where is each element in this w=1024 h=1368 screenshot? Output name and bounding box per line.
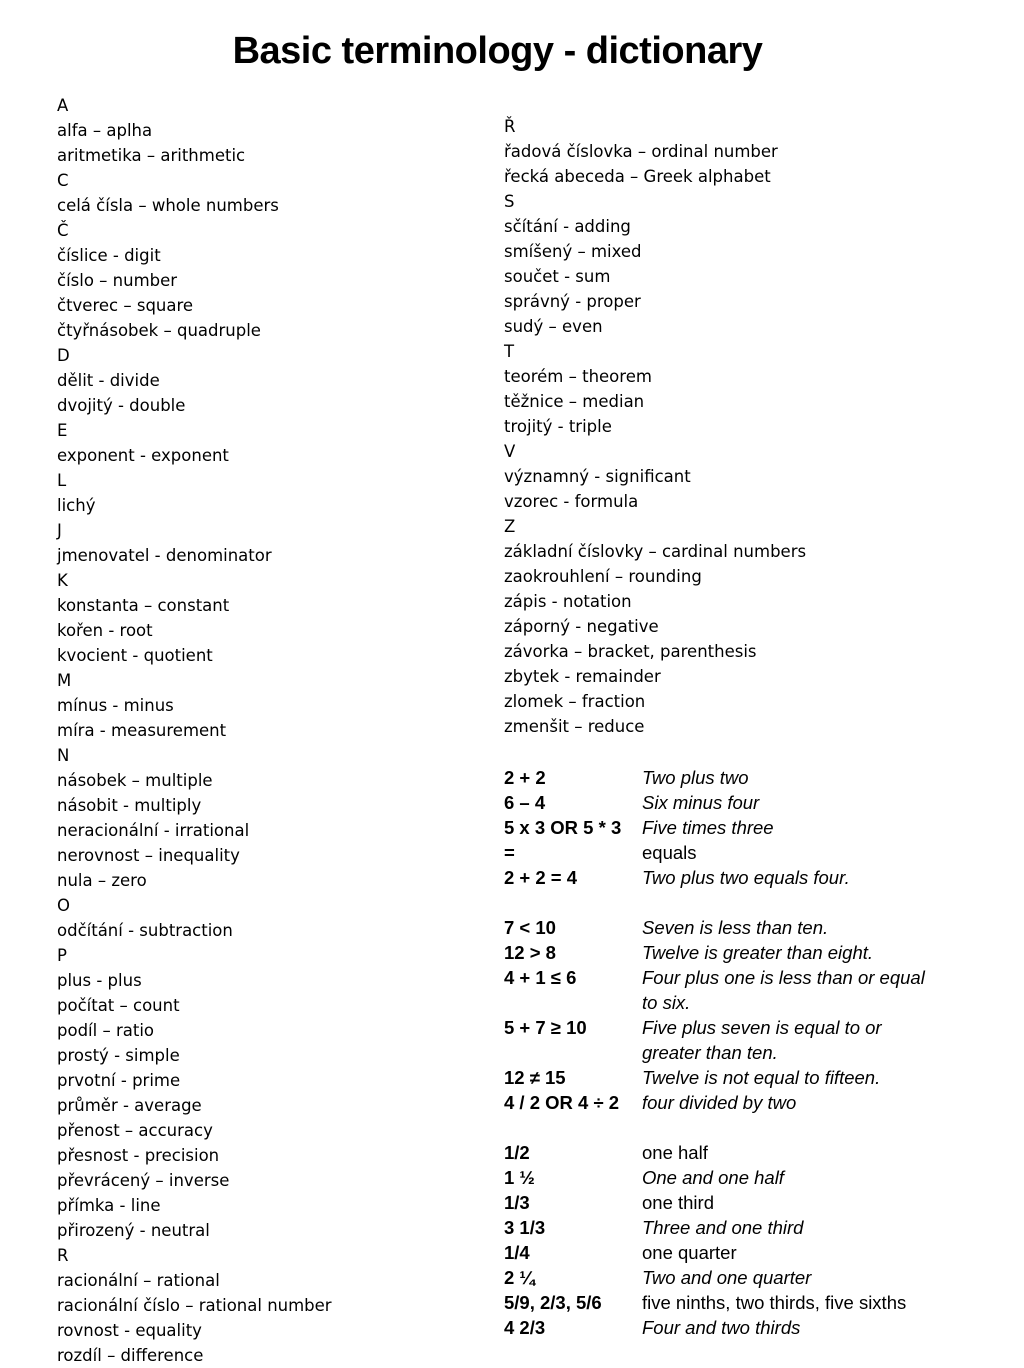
dictionary-entry: násobek – multiple — [57, 771, 213, 790]
letter-heading: R — [57, 1246, 69, 1265]
expression: 2 ¼ — [504, 1267, 535, 1288]
dictionary-entry: přirozený - neutral — [57, 1221, 210, 1240]
letter-heading: T — [504, 342, 515, 361]
letter-heading: D — [57, 346, 70, 365]
dictionary-entry: prvotní - prime — [57, 1071, 181, 1090]
dictionary-entry: odčítání - subtraction — [57, 921, 233, 940]
expression-reading: four divided by two — [642, 1092, 797, 1113]
dictionary-entry: nula – zero — [57, 871, 147, 890]
expression-reading: one half — [642, 1142, 708, 1163]
expression-reading: Four and two thirds — [642, 1317, 801, 1338]
dictionary-entry: dvojitý - double — [57, 396, 186, 415]
letter-heading: K — [57, 571, 68, 590]
expression: 2 + 2 — [504, 767, 546, 788]
dictionary-entry: významný - significant — [504, 467, 691, 486]
expression-reading: equals — [642, 842, 697, 863]
expression-reading — [642, 890, 932, 915]
expression-row — [504, 1090, 1004, 1115]
expression: 7 < 10 — [504, 917, 556, 938]
expression-reading: Four plus one is less than or equal to six. — [642, 967, 925, 1013]
dictionary-entry: součet - sum — [504, 267, 611, 286]
expression-row — [504, 1165, 1004, 1190]
expression-row — [504, 1215, 1004, 1240]
dictionary-entry: prostý - simple — [57, 1046, 180, 1065]
expression-row — [504, 815, 1004, 840]
letter-heading: Z — [504, 517, 516, 536]
dictionary-entry: alfa – aplha — [57, 121, 153, 140]
dictionary-right-column — [504, 114, 954, 739]
expression-reading: Five times three — [642, 817, 774, 838]
dictionary-entry: neracionální - irrational — [57, 821, 250, 840]
expression-row — [504, 790, 1004, 815]
letter-heading: M — [57, 671, 72, 690]
expression-row — [504, 1315, 1004, 1340]
dictionary-entry: dělit - divide — [57, 371, 160, 390]
dictionary-entry: přesnost - precision — [57, 1146, 220, 1165]
expression-reading: Five plus seven is equal to or greater than ten. — [642, 1017, 882, 1063]
dictionary-entry: násobit - multiply — [57, 796, 202, 815]
page-title: Basic terminology - dictionary — [232, 30, 763, 72]
dictionary-entry: zápis - notation — [504, 592, 632, 611]
dictionary-entry: přímka - line — [57, 1196, 161, 1215]
expression-reading: Six minus four — [642, 792, 760, 813]
dictionary-entry: teorém – theorem — [504, 367, 652, 386]
expression-reading: Two plus two — [642, 767, 749, 788]
dictionary-entry: jmenovatel - denominator — [57, 546, 272, 565]
letter-heading: L — [57, 471, 67, 490]
expression: 5 + 7 ≥ 10 — [504, 1017, 587, 1038]
expression: 12 > 8 — [504, 942, 556, 963]
dictionary-entry: správný - proper — [504, 292, 641, 311]
expression: 1 ½ — [504, 1167, 535, 1188]
dictionary-entry: sčítání - adding — [504, 217, 631, 236]
expression-reading: Two and one quarter — [642, 1267, 812, 1288]
expression: 12 ≠ 15 — [504, 1067, 566, 1088]
dictionary-entry: zaokrouhlení – rounding — [504, 567, 702, 586]
expression-row — [504, 865, 1004, 890]
letter-heading: N — [57, 746, 70, 765]
expression: 6 – 4 — [504, 792, 546, 813]
expression: 4 2/3 — [504, 1317, 546, 1338]
expression-row — [504, 1190, 1004, 1215]
expression-row — [504, 915, 1004, 940]
dictionary-entry: číslice - digit — [57, 246, 161, 265]
dictionary-entry: smíšený – mixed — [504, 242, 642, 261]
expression: 4 / 2 OR 4 ÷ 2 — [504, 1092, 620, 1113]
expression: 1/2 — [504, 1142, 530, 1163]
expression: 5/9, 2/3, 5/6 — [504, 1292, 602, 1313]
dictionary-entry: kvocient - quotient — [57, 646, 213, 665]
expression-reading: five ninths, two thirds, five sixths — [642, 1292, 907, 1313]
dictionary-entry: rovnost - equality — [57, 1321, 202, 1340]
letter-heading: E — [57, 421, 68, 440]
dictionary-entry: přenost – accuracy — [57, 1121, 213, 1140]
letter-heading: S — [504, 192, 515, 211]
dictionary-entry: zlomek – fraction — [504, 692, 646, 711]
spacer-row — [504, 1115, 1004, 1140]
dictionary-entry: číslo – number — [57, 271, 178, 290]
dictionary-entry: míra - measurement — [57, 721, 227, 740]
dictionary-entry: závorka – bracket, parenthesis — [504, 642, 757, 661]
dictionary-entry: zbytek - remainder — [504, 667, 661, 686]
expression-row — [504, 1065, 1004, 1090]
expression — [504, 890, 642, 915]
dictionary-entry: sudý – even — [504, 317, 603, 336]
spacer-row — [504, 890, 1004, 915]
expression-reading: Seven is less than ten. — [642, 917, 829, 938]
dictionary-entry: řecká abeceda – Greek alphabet — [504, 167, 771, 186]
expression-row — [504, 940, 1004, 965]
expression-reading: Twelve is not equal to fifteen. — [642, 1067, 881, 1088]
dictionary-entry: plus - plus — [57, 971, 142, 990]
dictionary-entry: nerovnost – inequality — [57, 846, 240, 865]
dictionary-entry: mínus - minus — [57, 696, 174, 715]
expression: 1/3 — [504, 1192, 530, 1213]
dictionary-entry: počítat – count — [57, 996, 180, 1015]
dictionary-left-column — [57, 93, 477, 1368]
letter-heading: Ř — [504, 117, 516, 136]
letter-heading: A — [57, 96, 69, 115]
dictionary-entry: průměr - average — [57, 1096, 202, 1115]
expression-reading: Three and one third — [642, 1217, 804, 1238]
expression-row — [504, 1240, 1004, 1265]
dictionary-entry: řadová číslovka – ordinal number — [504, 142, 778, 161]
expression: 1/4 — [504, 1242, 530, 1263]
letter-heading: Č — [57, 221, 69, 240]
dictionary-entry: převrácený – inverse — [57, 1171, 230, 1190]
expression-row — [504, 1140, 1004, 1165]
dictionary-entry: těžnice – median — [504, 392, 645, 411]
expression-reading: Twelve is greater than eight. — [642, 942, 874, 963]
letter-heading: J — [57, 521, 62, 540]
dictionary-entry: kořen - root — [57, 621, 153, 640]
dictionary-entry: čtyřnásobek – quadruple — [57, 321, 261, 340]
expression: = — [504, 842, 515, 863]
dictionary-entry: celá čísla – whole numbers — [57, 196, 279, 215]
expression: 5 x 3 OR 5 * 3 — [504, 817, 622, 838]
dictionary-entry: zmenšit – reduce — [504, 717, 645, 736]
dictionary-entry: čtverec – square — [57, 296, 194, 315]
dictionary-entry: racionální číslo – rational number — [57, 1296, 332, 1315]
expression-row — [504, 1015, 1004, 1065]
expression-reading: Two plus two equals four. — [642, 867, 850, 888]
dictionary-entry: vzorec - formula — [504, 492, 639, 511]
expression: 4 + 1 ≤ 6 — [504, 967, 577, 988]
expression-row — [504, 965, 1004, 1015]
dictionary-entry: trojitý - triple — [504, 417, 612, 436]
dictionary-entry: exponent - exponent — [57, 446, 229, 465]
dictionary-entry: racionální – rational — [57, 1271, 220, 1290]
dictionary-entry: rozdíl – difference — [57, 1346, 204, 1365]
letter-heading: P — [57, 946, 67, 965]
dictionary-entry: lichý — [57, 496, 96, 515]
expression-row — [504, 765, 1004, 790]
expression-reading: one quarter — [642, 1242, 737, 1263]
expression — [504, 1115, 642, 1140]
letter-heading: O — [57, 896, 70, 915]
expression-row — [504, 840, 1004, 865]
dictionary-entry: základní číslovky – cardinal numbers — [504, 542, 807, 561]
dictionary-entry: konstanta – constant — [57, 596, 230, 615]
math-expressions-table — [504, 765, 1004, 1340]
expression-row — [504, 1265, 1004, 1290]
expression: 2 + 2 = 4 — [504, 867, 578, 888]
letter-heading: C — [57, 171, 69, 190]
dictionary-entry: aritmetika – arithmetic — [57, 146, 246, 165]
expression-reading: one third — [642, 1192, 714, 1213]
dictionary-entry: podíl – ratio — [57, 1021, 154, 1040]
expression-row — [504, 1290, 1004, 1315]
dictionary-entry: záporný - negative — [504, 617, 659, 636]
expression: 3 1/3 — [504, 1217, 546, 1238]
expression-reading: One and one half — [642, 1167, 784, 1188]
expression-reading — [642, 1115, 932, 1140]
letter-heading: V — [504, 442, 516, 461]
